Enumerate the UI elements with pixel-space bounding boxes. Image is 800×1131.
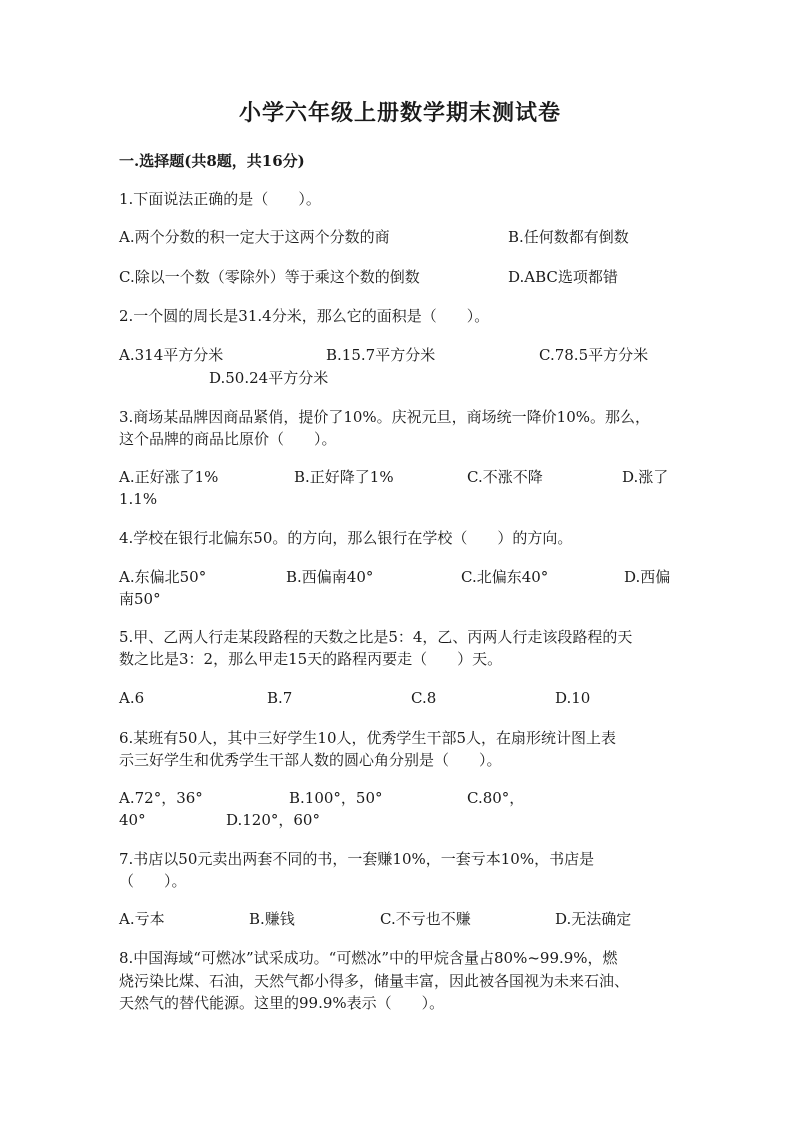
q7-option-c: C.不亏也不赚 <box>380 910 471 928</box>
q5-option-c: C.8 <box>411 689 437 707</box>
question-5-stem-line-2: 数之比是3：2，那么甲走15天的路程丙要走（ ）天。 <box>119 650 503 668</box>
q5-option-a: A.6 <box>119 689 145 707</box>
q2-option-a: A.314平方分米 <box>119 346 224 364</box>
q6-option-d: D.120°，60° <box>226 811 320 829</box>
question-7-stem-line-1: 7.书店以50元卖出两套不同的书，一套赚10%，一套亏本10%，书店是 <box>119 850 595 868</box>
q4-option-a: A.东偏北50° <box>119 568 207 586</box>
q3-option-d: D.涨了 <box>622 468 669 486</box>
q3-option-c: C.不涨不降 <box>467 468 543 486</box>
q2-option-b: B.15.7平方分米 <box>326 346 436 364</box>
question-5-stem-line-1: 5.甲、乙两人行走某段路程的天数之比是5：4，乙、丙两人行走该段路程的天 <box>119 628 633 646</box>
q1-option-d: D.ABC选项都错 <box>508 268 618 286</box>
q1-option-b: B.任何数都有倒数 <box>508 228 629 246</box>
q4-option-c: C.北偏东40° <box>461 568 549 586</box>
q7-option-b: B.赚钱 <box>249 910 295 928</box>
q6-option-c-continued: 40° <box>119 811 146 829</box>
q5-option-d: D.10 <box>555 689 591 707</box>
q3-option-d-continued: 1.1% <box>119 490 158 508</box>
q2-option-c: C.78.5平方分米 <box>539 346 649 364</box>
q4-option-d-continued: 南50° <box>119 590 161 608</box>
q6-option-b: B.100°，50° <box>289 789 383 807</box>
q6-option-a: A.72°，36° <box>119 789 203 807</box>
question-6-stem-line-2: 示三好学生和优秀学生干部人数的圆心角分别是（ ）。 <box>119 751 502 769</box>
q6-option-c: C.80°， <box>467 789 525 807</box>
question-7-stem-line-2: （ ）。 <box>119 872 187 890</box>
section-heading: 一.选择题(共8题，共16分) <box>119 152 305 170</box>
question-8-stem-line-2: 烧污染比煤、石油，天然气都小得多，储量丰富，因此被各国视为未来石油、 <box>119 972 630 990</box>
q3-option-a: A.正好涨了1% <box>119 468 219 486</box>
q2-option-d: D.50.24平方分米 <box>209 369 329 387</box>
q4-option-b: B.西偏南40° <box>286 568 374 586</box>
q7-option-a: A.亏本 <box>119 910 165 928</box>
q4-option-d: D.西偏 <box>624 568 671 586</box>
q1-option-a: A.两个分数的积一定大于这两个分数的商 <box>119 228 390 246</box>
question-3-stem-line-2: 这个品牌的商品比原价（ ）。 <box>119 430 337 448</box>
q1-option-c: C.除以一个数（零除外）等于乘这个数的倒数 <box>119 268 420 286</box>
q7-option-d: D.无法确定 <box>555 910 632 928</box>
question-3-stem-line-1: 3.商场某品牌因商品紧俏，提价了10%。庆祝元旦，商场统一降价10%。那么， <box>119 408 650 426</box>
q5-option-b: B.7 <box>267 689 293 707</box>
question-6-stem-line-1: 6.某班有50人，其中三好学生10人，优秀学生干部5人，在扇形统计图上表 <box>119 729 617 747</box>
question-8-stem-line-3: 天然气的替代能源。这里的99.9%表示（ ）。 <box>119 994 445 1012</box>
page-title: 小学六年级上册数学期末测试卷 <box>238 100 561 126</box>
question-2-stem: 2.一个圆的周长是31.4分米，那么它的面积是（ ）。 <box>119 307 490 325</box>
question-1-stem: 1.下面说法正确的是（ ）。 <box>119 190 321 208</box>
q3-option-b: B.正好降了1% <box>294 468 394 486</box>
question-4-stem: 4.学校在银行北偏东50。的方向，那么银行在学校（ ）的方向。 <box>119 529 573 547</box>
question-8-stem-line-1: 8.中国海域“可燃冰”试采成功。“可燃冰”中的甲烷含量占80%~99.9%，燃 <box>119 949 618 967</box>
